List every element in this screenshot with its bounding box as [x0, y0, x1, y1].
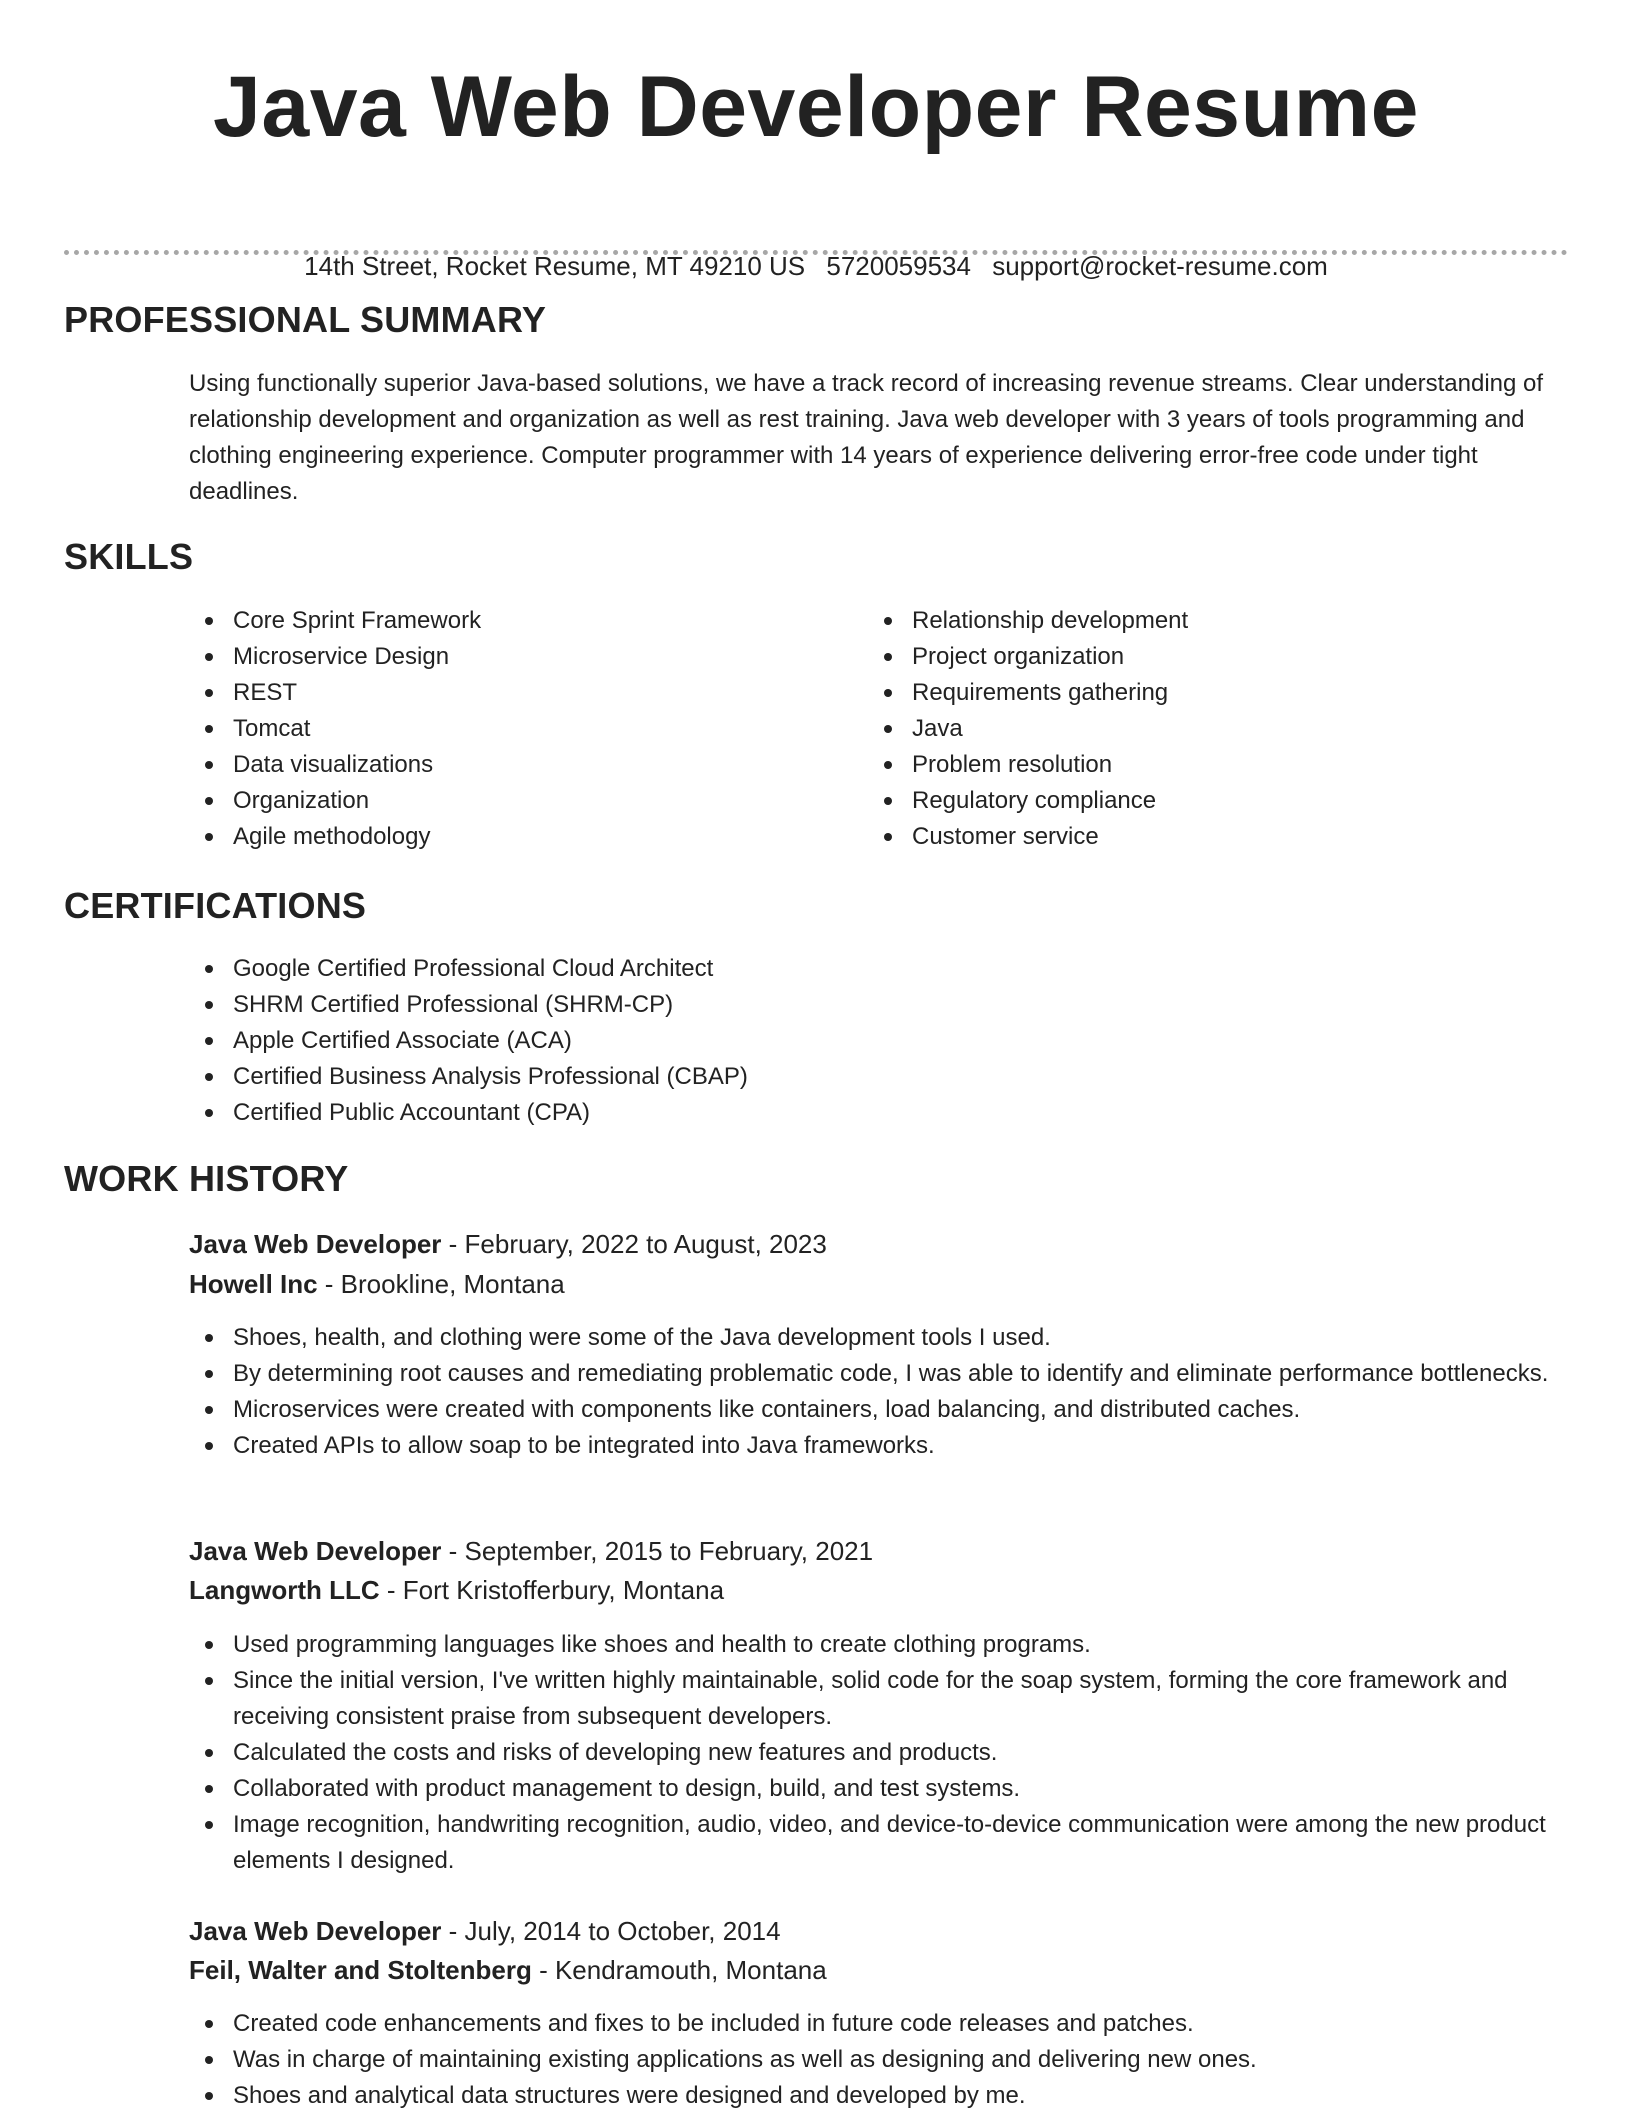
skill-item: Project organization [868, 639, 1488, 675]
job-title: Java Web Developer [189, 1536, 442, 1566]
skill-item: Java [868, 711, 1488, 747]
job-title: Java Web Developer [189, 1916, 442, 1946]
contact-email: support@rocket-resume.com [992, 251, 1328, 281]
certification-item: SHRM Certified Professional (SHRM-CP) [189, 987, 1569, 1023]
header-divider [64, 250, 1568, 255]
job-location: - Kendramouth, Montana [531, 1955, 827, 1985]
job-bullet: Created APIs to allow soap to be integrated into Java frameworks. [189, 1428, 1569, 1464]
skill-item: Problem resolution [868, 747, 1488, 783]
contact-phone: 5720059534 [826, 251, 971, 281]
job-bullets [189, 1627, 1569, 1879]
job-location: - Fort Kristofferbury, Montana [379, 1575, 725, 1605]
job-company-line [189, 1571, 724, 1609]
skill-item: Tomcat [189, 711, 809, 747]
job-bullet: Used programming languages like shoes and health to create clothing programs. [189, 1627, 1569, 1663]
job-company: Howell Inc [189, 1269, 318, 1299]
job-dates: - September, 2015 to February, 2021 [441, 1536, 874, 1566]
work-history-heading: WORK HISTORY [64, 1158, 349, 1199]
job-title: Java Web Developer [189, 1229, 442, 1259]
contact-address: 14th Street, Rocket Resume, MT 49210 US [304, 251, 806, 281]
job-bullets [189, 2006, 1569, 2114]
job-title-line [189, 1225, 827, 1263]
resume-title: Java Web Developer Resume [213, 59, 1419, 155]
job-bullets [189, 1320, 1569, 1464]
job-location: - Brookline, Montana [317, 1269, 565, 1299]
certification-item: Certified Public Accountant (CPA) [189, 1095, 1569, 1131]
job-bullet: Was in charge of maintaining existing applications as well as designing and delivering new ones. [189, 2042, 1569, 2078]
certifications-list [189, 951, 1569, 1131]
job-bullet: Created code enhancements and fixes to be included in future code releases and patches. [189, 2006, 1569, 2042]
skill-item: Regulatory compliance [868, 783, 1488, 819]
skill-item: Agile methodology [189, 819, 809, 855]
summary-heading: PROFESSIONAL SUMMARY [64, 299, 547, 340]
skill-item: Core Sprint Framework [189, 603, 809, 639]
skill-item: Data visualizations [189, 747, 809, 783]
skills-list-right [868, 603, 1488, 855]
skill-item: Microservice Design [189, 639, 809, 675]
certification-item: Apple Certified Associate (ACA) [189, 1023, 1569, 1059]
job-company: Langworth LLC [189, 1575, 380, 1605]
summary-text: Using functionally superior Java-based solutions, we have a track record of increasing revenue streams. Clear understanding of relationship development and organization as well as rest training. Java web developer with 3 years of tools programming and clothing engineering experience. Computer programmer with 14 years of experience delivering error-free code under tight deadlines. [189, 370, 1544, 505]
job-company-line [189, 1951, 827, 1989]
certification-item: Google Certified Professional Cloud Architect [189, 951, 1569, 987]
job-bullet: By determining root causes and remediating problematic code, I was able to identify and eliminate performance bottlenecks. [189, 1356, 1569, 1392]
job-bullet: Microservices were created with components like containers, load balancing, and distributed caches. [189, 1392, 1569, 1428]
skill-item: Relationship development [868, 603, 1488, 639]
skill-item: REST [189, 675, 809, 711]
certifications-heading: CERTIFICATIONS [64, 885, 367, 926]
skill-item: Requirements gathering [868, 675, 1488, 711]
job-bullet: Collaborated with product management to design, build, and test systems. [189, 1771, 1569, 1807]
job-bullet: Calculated the costs and risks of developing new features and products. [189, 1735, 1569, 1771]
job-bullet: Shoes, health, and clothing were some of the Java development tools I used. [189, 1320, 1569, 1356]
job-company-line [189, 1265, 565, 1303]
job-title-line [189, 1532, 873, 1570]
certification-item: Certified Business Analysis Professional (CBAP) [189, 1059, 1569, 1095]
job-bullet: Since the initial version, I've written highly maintainable, solid code for the soap system, forming the core framework and receiving consistent praise from subsequent developers. [189, 1663, 1569, 1735]
skill-item: Customer service [868, 819, 1488, 855]
job-company: Feil, Walter and Stoltenberg [189, 1955, 532, 1985]
job-bullet: Shoes and analytical data structures were designed and developed by me. [189, 2078, 1569, 2114]
job-title-line [189, 1912, 781, 1950]
skill-item: Organization [189, 783, 809, 819]
job-dates: - July, 2014 to October, 2014 [441, 1916, 781, 1946]
skills-list-left [189, 603, 809, 855]
skills-heading: SKILLS [64, 536, 194, 577]
job-bullet: Image recognition, handwriting recognition, audio, video, and device-to-device communication were among the new product elements I designed. [189, 1807, 1569, 1879]
job-dates: - February, 2022 to August, 2023 [441, 1229, 827, 1259]
